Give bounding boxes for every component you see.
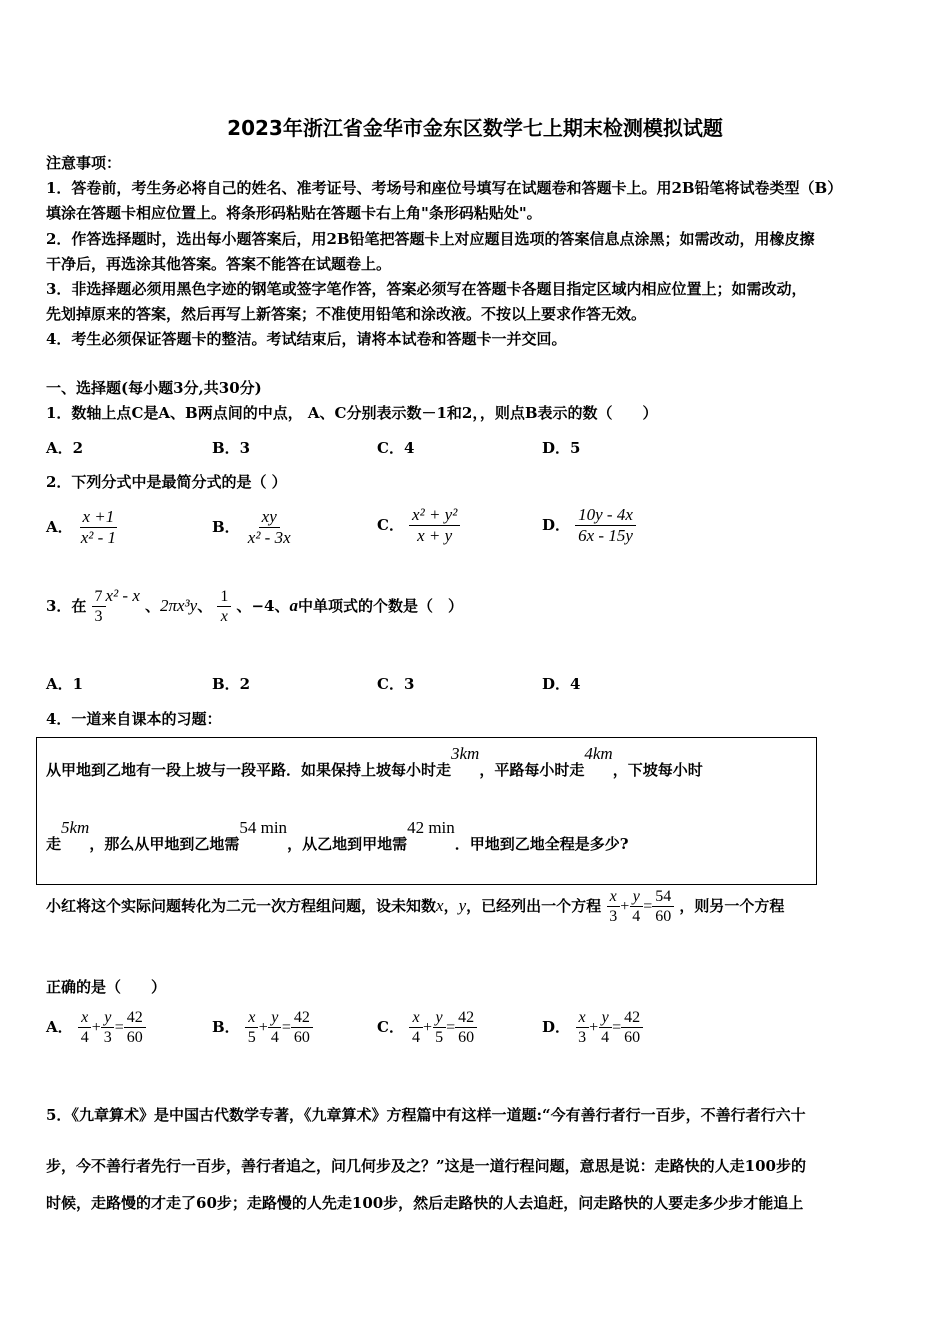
question-5-line-1: 5．《九章算术》是中国古代数学专著，《九章算术》方程篇中有这样一道题:“今有善行者行一百步，不善行者行六十 (46, 1106, 806, 1124)
box-line-1: 从甲地到乙地有一段上坡与一段平路．如果保持上坡每小时走3km，平路每小时走4km，下坡每小时 (46, 744, 703, 779)
notice-line: 3．非选择题必须用黑色字迹的钢笔或签字笔作答，答案必须写在答题卡各题目指定区域内相应位置上；如需改动， (46, 280, 807, 298)
notice-line: 1．答卷前，考生务必将自己的姓名、准考证号、考场号和座位号填写在试题卷和答题卡上。用2B铅笔将试卷类型（B） (46, 179, 843, 197)
question-5-line-2: 步，今不善行者先行一百步，善行者追之，问几何步及之？”这是一道行程问题，意思是说：走路快的人走100步的 (46, 1157, 806, 1175)
notice-line: 填涂在答题卡相应位置上。将条形码粘贴在答题卡右上角"条形码粘贴处"。 (46, 204, 542, 222)
q1-option-c[interactable]: C．4 (377, 439, 415, 457)
q4-option-d[interactable]: D． $\frac{x}{3}$ + $\frac{y}{4}$ = $\frac{42}{60}$ (542, 1008, 643, 1047)
q4-option-a[interactable]: A． $\frac{x}{4}$ + $\frac{y}{3}$ = $\frac{42}{60}$ (46, 1008, 146, 1047)
notice-line: 先划掉原来的答案，然后再写上新答案；不准使用铅笔和涂改液。不按以上要求作答无效。 (46, 305, 647, 323)
q3-option-a[interactable]: A．1 (46, 675, 84, 693)
q2-option-c[interactable]: C． $\frac{\text{x² + y²}}{x + y}$ (377, 505, 460, 546)
q1-option-d[interactable]: D．5 (542, 439, 581, 457)
notice-line: 干净后，再选涂其他答案。答案不能答在试题卷上。 (46, 255, 392, 273)
q3-option-b[interactable]: B．2 (212, 675, 251, 693)
q3-option-d[interactable]: D．4 (542, 675, 581, 693)
section-heading: 一、选择题(每小题3分,共30分) (46, 379, 262, 397)
q4-option-b[interactable]: B． $\frac{x}{5}$ + $\frac{y}{4}$ = $\frac{42}{60}$ (212, 1008, 313, 1047)
notice-heading: 注意事项： (46, 154, 122, 172)
page-title: 2023年浙江省金华市金东区数学七上期末检测模拟试题 (227, 116, 723, 140)
box-line-2: 走5km，那么从甲地到乙地需54 min，从乙地到甲地需42 min．甲地到乙地全程是多少? (46, 818, 629, 853)
question-5-line-3: 时候，走路慢的才走了60步；走路慢的人先走100步，然后走路快的人去追赶，问走路快的人要走多少步才能追上 (46, 1194, 804, 1212)
q4-option-c[interactable]: C． $\frac{x}{4}$ + $\frac{y}{5}$ = $\frac{42}{60}$ (377, 1008, 477, 1047)
q3-option-c[interactable]: C．3 (377, 675, 415, 693)
question-3-stem: 3．在 $\frac{7}{3}$ x² - x 、2πx³y、 $\frac{1}{x}$ 、−4、a中单项式的个数是（ ） (46, 586, 463, 625)
notice-line: 4．考生必须保证答题卡的整洁。考试结束后，请将本试卷和答题卡一并交回。 (46, 330, 567, 348)
question-4-stem: 4．一道来自课本的习题： (46, 710, 222, 728)
q1-option-a[interactable]: A．2 (46, 439, 84, 457)
q4-setup-line: 小红将这个实际问题转化为二元一次方程组问题，设未知数x，y，已经列出一个方程 $\frac{x}{3}$ + $\frac{y}{4}$ = $\frac{54}{60}$ ，则另一个方程 (46, 888, 785, 925)
q2-option-b[interactable]: B． $\frac{xy}{\text{x² - 3x}}$ (212, 507, 291, 547)
question-1-stem: 1．数轴上点C是A、B两点间的中点， A、C分别表示数－1和2，，则点B表示的数（ ） (46, 404, 658, 422)
q4-prompt: 正确的是（ ） (46, 978, 167, 996)
notice-line: 2．作答选择题时，选出每小题答案后，用2B铅笔把答题卡上对应题目选项的答案信息点涂黑；如需改动，用橡皮擦 (46, 230, 815, 248)
question-2-stem: 2．下列分式中是最简分式的是（ ） (46, 473, 287, 491)
q1-option-b[interactable]: B．3 (212, 439, 251, 457)
q2-option-d[interactable]: D． $\frac{10y - 4x}{6x - 15y}$ (542, 505, 636, 546)
q2-option-a[interactable]: A． $\frac{x +1}{\text{x² - 1}}$ (46, 507, 117, 547)
